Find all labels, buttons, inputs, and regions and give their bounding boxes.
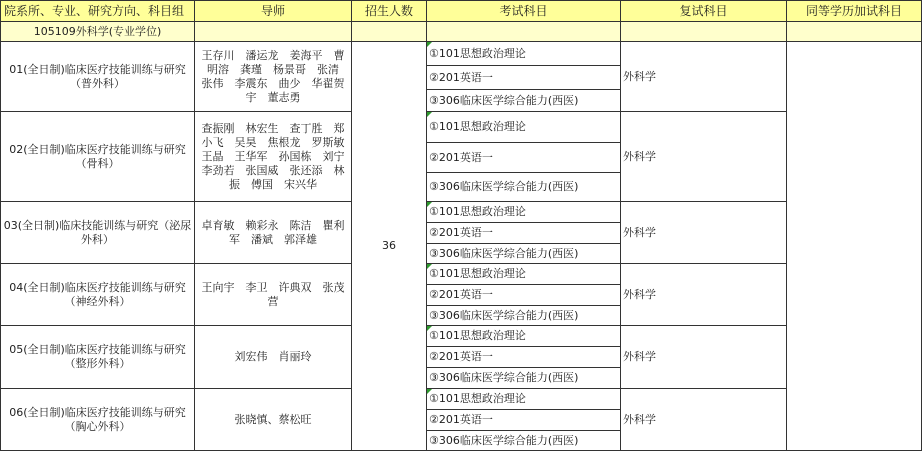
enrollment-count: 36: [352, 42, 427, 451]
supervisor-list: 王存川 潘运龙 姜海平 曹明溶 龚瑾 杨景哥 张清 张伟 李震东 曲少 华翟贺宇 董志勇: [195, 42, 352, 112]
exam-subject: ②201英语一: [427, 410, 621, 431]
cell-marker-icon: [427, 202, 432, 207]
exam-subject: ①101思想政治理论: [427, 264, 621, 285]
direction-name: 01(全日制)临床医疗技能训练与研究（普外科）: [1, 42, 195, 112]
table-row: [1, 202, 922, 223]
retest-subject: 外科学: [621, 264, 787, 326]
cell-marker-icon: [427, 389, 432, 394]
supervisor-list: 王向宇 李卫 许典双 张茂营: [195, 264, 352, 326]
header-exam-subjects: 考试科目: [427, 1, 621, 22]
table-row: [1, 389, 922, 410]
exam-subject: ③306临床医学综合能力(西医): [427, 244, 621, 264]
exam-subject: ②201英语一: [427, 347, 621, 368]
table-row: [1, 112, 922, 143]
direction-name: 05(全日制)临床医疗技能训练与研究（整形外科）: [1, 326, 195, 389]
major-retest-cell: [621, 22, 787, 42]
cell-marker-icon: [427, 326, 432, 331]
table-row: [1, 326, 922, 347]
equivalent-extra-cell: [787, 42, 922, 451]
table-row: [1, 264, 922, 285]
header-retest-subjects: 复试科目: [621, 1, 787, 22]
exam-subject: ①101思想政治理论: [427, 42, 621, 66]
retest-subject: 外科学: [621, 112, 787, 202]
exam-subject: ①101思想政治理论: [427, 389, 621, 410]
retest-subject: 外科学: [621, 326, 787, 389]
exam-subject: ③306临床医学综合能力(西医): [427, 368, 621, 389]
major-row: [1, 22, 922, 42]
direction-name: 04(全日制)临床医疗技能训练与研究（神经外科）: [1, 264, 195, 326]
table-row: [1, 42, 922, 66]
exam-subject: ③306临床医学综合能力(西医): [427, 431, 621, 451]
retest-subject: 外科学: [621, 202, 787, 264]
major-enrollment-cell: [352, 22, 427, 42]
direction-name: 03(全日制)临床技能训练与研究（泌尿外科）: [1, 202, 195, 264]
header-department: 院系所、专业、研究方向、科目组: [1, 1, 195, 22]
retest-subject: 外科学: [621, 389, 787, 451]
retest-subject: 外科学: [621, 42, 787, 112]
major-extra-cell: [787, 22, 922, 42]
exam-subject: ③306临床医学综合能力(西医): [427, 90, 621, 112]
major-title: 105109外科学(专业学位): [1, 22, 195, 42]
header-enrollment: 招生人数: [352, 1, 427, 22]
supervisor-list: 张晓慎、蔡松旺: [195, 389, 352, 451]
cell-marker-icon: [427, 264, 432, 269]
cell-marker-icon: [427, 42, 432, 47]
header-equivalent-extra: 同等学历加试科目: [787, 1, 922, 22]
header-row: [1, 1, 922, 22]
exam-subject: ②201英语一: [427, 223, 621, 244]
exam-subject: ③306临床医学综合能力(西医): [427, 306, 621, 326]
direction-name: 02(全日制)临床医疗技能训练与研究（骨科）: [1, 112, 195, 202]
exam-subject: ②201英语一: [427, 285, 621, 306]
exam-subject: ②201英语一: [427, 66, 621, 90]
supervisor-list: 查振刚 林宏生 查丁胜 郑小飞 吴昊 焦根龙 罗斯敏 王晶 王华军 孙国栋 刘宁 李劲若 张国威 张还添 林振 傅国 宋兴华: [195, 112, 352, 202]
exam-subject: ③306临床医学综合能力(西医): [427, 173, 621, 202]
exam-subject: ①101思想政治理论: [427, 112, 621, 143]
exam-subject: ②201英语一: [427, 143, 621, 173]
direction-name: 06(全日制)临床医疗技能训练与研究（胸心外科）: [1, 389, 195, 451]
exam-subject: ①101思想政治理论: [427, 202, 621, 223]
supervisor-list: 刘宏伟 肖丽玲: [195, 326, 352, 389]
header-supervisor: 导师: [195, 1, 352, 22]
major-exam-cell: [427, 22, 621, 42]
exam-subject: ①101思想政治理论: [427, 326, 621, 347]
major-supervisor-cell: [195, 22, 352, 42]
supervisor-list: 卓育敏 赖彩永 陈洁 瞿利军 潘斌 郭泽雄: [195, 202, 352, 264]
cell-marker-icon: [427, 112, 432, 117]
